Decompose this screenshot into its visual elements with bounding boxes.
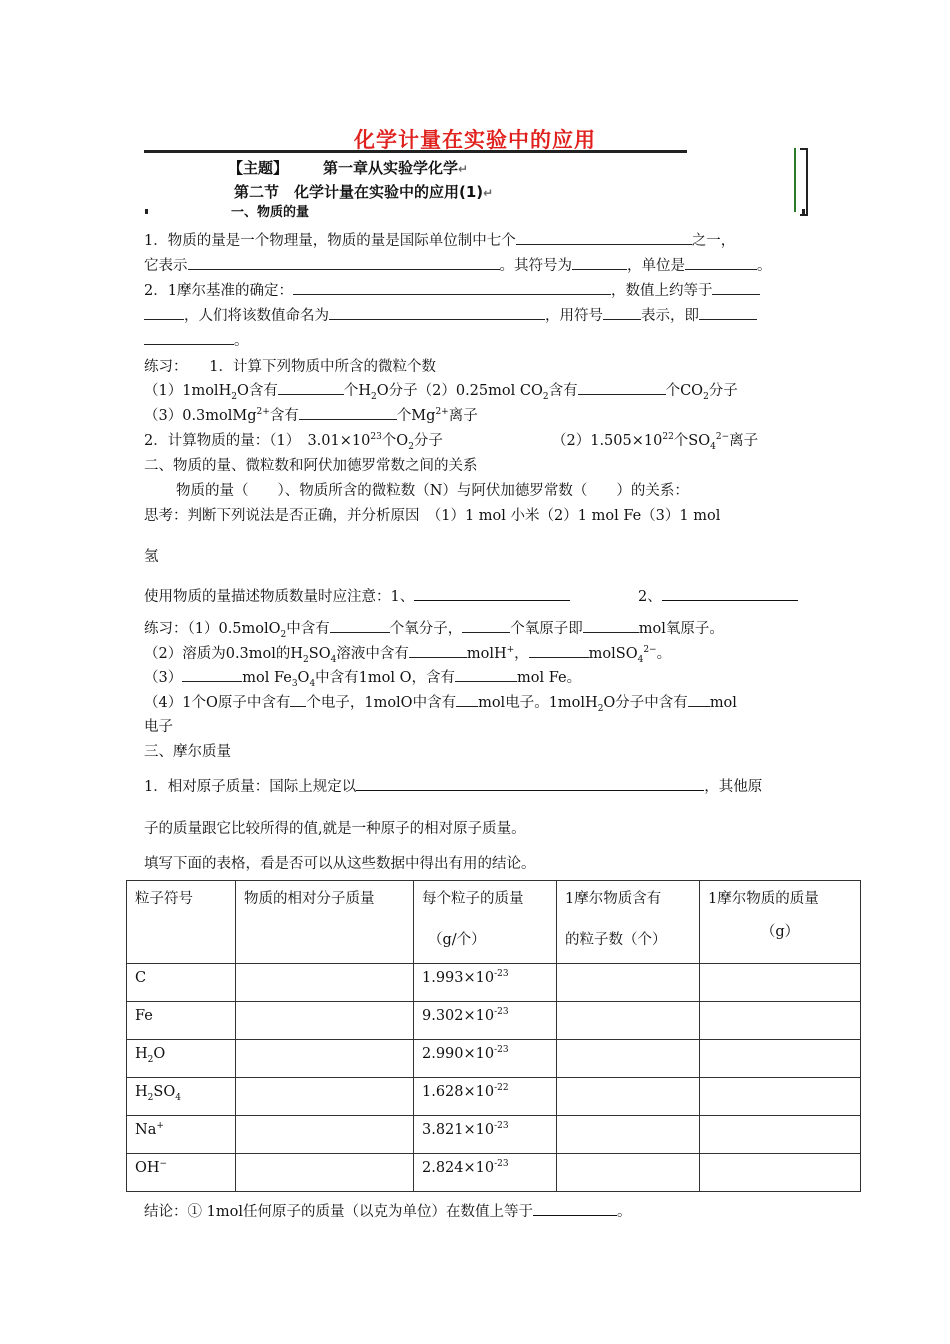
corner-mark-right [802,209,805,214]
practice-2: （2）溶质为0.3mol的$H_2SO_4$溶液中含有 molH+， molSO$_4^{2-}$。 [144,642,671,663]
table-row: Na+ $3.821\times 10^{-23}$ [127,1116,861,1154]
exercise2-part2: $(2)1.505\times 10^{22}$个$SO_4^{2-}$离子 [552,432,759,452]
note-line-2: 2、 [638,585,798,606]
section3-title: 三、摩尔质量 [144,744,231,760]
molar-mass-2: 子的质量跟它比较所得的值,就是一种原子的相对原子质量。 [144,821,526,837]
corner-mark-left [145,209,148,214]
header-particle-mass: 每个粒子的质量 （g/个） [414,881,557,964]
table-row: OH− $2.824\times 10^{-23}$ [127,1154,861,1192]
page-title: 化学计量在实验中的应用 [354,128,596,152]
q1-line1: 1．物质的量是一个物理量，物质的量是国际单位制中七个 之一， [144,229,735,250]
header-particle-count: 1摩尔物质含有 的粒子数（个） [557,881,700,964]
chapter-title: 第一章从实验学化学↵ [323,159,469,177]
table-row: Fe $9.302\times 10^{-23}$ [127,1002,861,1040]
practice-4b: 电子 [144,719,173,735]
table-row: C $1.993\times 10^{-23}$ [127,964,861,1002]
exercise1-title: 练习： 1．计算下列物质中所含的微粒个数 [144,359,436,375]
header-bracket-green [794,148,796,212]
table-row: $H_2SO_4$ $1.628\times 10^{-22}$ [127,1078,861,1116]
section-title: 第二节 化学计量在实验中的应用(1)↵ [234,183,494,201]
header-rule [144,150,687,153]
molar-mass-1: 1．相对原子质量：国际上规定以 ，其他原 [144,775,762,796]
exercise2: 2．计算物质的量：（1） $3.01\times 10^{23}$个$O_2$分子 [144,432,443,452]
think-text-2: 氢 [144,549,159,565]
header-molar-mass: 1摩尔物质的质量 （g） [700,881,861,964]
exercise1-items: （1）1molH$_2$O含有 个$H_2O$分子（2）0.25mol $CO_2$含有 个$CO_2$分子 [144,379,738,400]
practice-1: 练习：（1）0.5molO$_2$中含有 个氧分子， 个氧原子即 mol氧原子。 [144,617,724,638]
header-relative-mass: 物质的相对分子质量 [236,881,414,964]
section2-title: 二、物质的量、微粒数和阿伏加德罗常数之间的关系 [144,458,478,474]
header-symbol: 粒子符号 [127,881,236,964]
think-text: 思考：判断下列说法是否正确，并分析原因 （1）1 mol 小米（2）1 mol Fe（3）1 mol [144,508,721,524]
practice-3: （3） mol $Fe_3O_4$中含有1mol O，含有 mol Fe。 [144,666,581,687]
note-line: 使用物质的量描述物质数量时应注意：1、 [144,585,570,606]
q2-line2: ，人们将该数值命名为 ，用符号 表示，即 [144,304,757,325]
exercise1-item3: （3）0.3molMg$^{2+}$含有 个$Mg^{2+}$离子 [144,404,478,425]
topic-label: 【主题】 [228,159,289,177]
data-table [126,880,861,1192]
subsection-title: 一、物质的量 [231,205,310,220]
header-bracket [800,148,808,216]
practice-4: （4）1个O原子中含有 个电子，1molO中含有 mol电子。1molH$_2$O分子中含有 mol [144,691,737,712]
table-instruction: 填写下面的表格，看是否可以从这些数据中得出有用的结论。 [144,856,536,872]
q2-line1: 2．1摩尔基准的确定： ，数值上约等于 [144,279,760,300]
q2-line3: 。 [144,329,249,350]
conclusion: 结论：① 1mol任何原子的质量（以克为单位）在数值上等于 。 [144,1200,631,1221]
table-header-row [127,881,861,964]
relation-text: 物质的量（ ）、物质所含的微粒数（N）与阿伏加德罗常数（ ）的关系： [176,483,689,499]
table-row: $H_2O$ $2.990\times 10^{-23}$ [127,1040,861,1078]
q1-line2: 它表示 。其符号为 ，单位是 。 [144,254,772,275]
